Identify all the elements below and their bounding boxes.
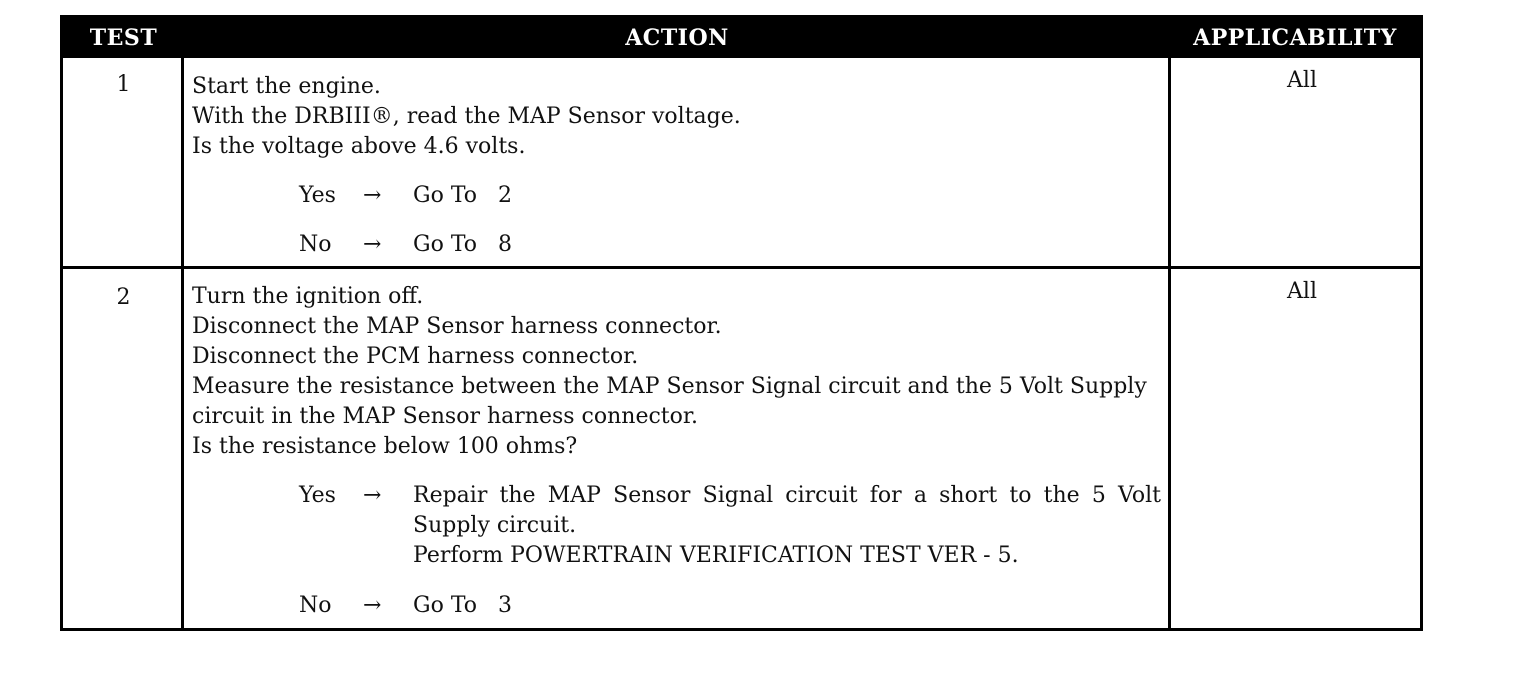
action-cell <box>192 282 1167 621</box>
action-step: Is the resistance below 100 ohms? <box>192 434 578 459</box>
test-number: 2 <box>116 285 131 310</box>
test-number: 1 <box>116 72 131 97</box>
action-step: Start the engine. <box>192 74 381 99</box>
table-header <box>63 18 1420 58</box>
arrow-right-icon: → <box>363 232 382 257</box>
applicability-value: All <box>1287 68 1317 93</box>
action-cell <box>192 72 1167 260</box>
action-step: Is the voltage above 4.6 volts. <box>192 134 526 159</box>
answer-label: No <box>299 232 332 257</box>
table-row <box>63 58 1420 266</box>
outcome-result <box>413 591 1167 621</box>
action-step: Disconnect the MAP Sensor harness connector. <box>192 314 722 339</box>
action-step: With the DRBIII®, read the MAP Sensor voltage. <box>192 104 741 129</box>
action-step: Disconnect the PCM harness connector. <box>192 344 639 369</box>
result-line: Go To 3 <box>413 593 512 618</box>
outcome-no <box>299 591 1167 621</box>
applicability-value: All <box>1287 279 1317 304</box>
arrow-right-icon: → <box>363 183 382 208</box>
result-line: Go To 2 <box>413 183 512 208</box>
outcome-no <box>299 230 1167 260</box>
table-row <box>63 269 1420 628</box>
outcome-result <box>413 230 1167 260</box>
diagnostic-test-table <box>60 15 1423 631</box>
arrow-right-icon: → <box>363 483 382 508</box>
outcome-yes <box>299 481 1167 571</box>
outcome-yes <box>299 181 1167 211</box>
result-line: Go To 8 <box>413 232 512 257</box>
action-step: circuit in the MAP Sensor harness connector. <box>192 404 698 429</box>
result-line: Perform POWERTRAIN VERIFICATION TEST VER - 5. <box>413 543 1019 568</box>
answer-label: No <box>299 593 332 618</box>
outcome-result <box>413 481 1167 571</box>
header-action: ACTION <box>625 25 729 51</box>
outcome-result <box>413 181 1167 211</box>
header-test: TEST <box>89 25 158 51</box>
action-step: Measure the resistance between the MAP Sensor Signal circuit and the 5 Volt Supply <box>192 374 1147 399</box>
header-applicability: APPLICABILITY <box>1193 25 1397 51</box>
answer-label: Yes <box>299 183 336 208</box>
action-step: Turn the ignition off. <box>192 284 424 309</box>
result-line: Repair the MAP Sensor Signal circuit for a short to the 5 Volt <box>413 483 1161 508</box>
arrow-right-icon: → <box>363 593 382 618</box>
answer-label: Yes <box>299 483 336 508</box>
result-line: Supply circuit. <box>413 513 577 538</box>
